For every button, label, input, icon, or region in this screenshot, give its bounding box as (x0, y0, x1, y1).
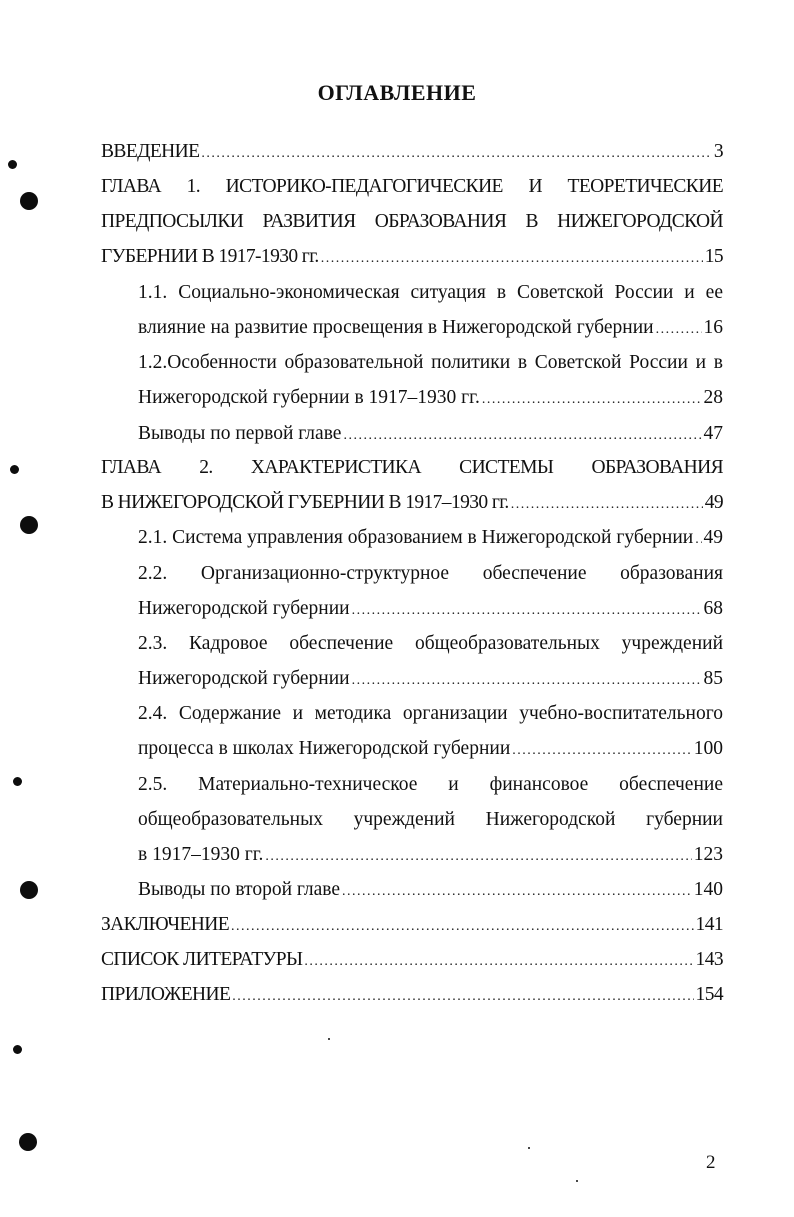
dot-leader (321, 244, 703, 274)
toc-page-number: 28 (703, 387, 723, 408)
scan-speck (328, 1038, 330, 1040)
dot-leader (656, 315, 702, 345)
toc-entry-label: Выводы по второй главе (138, 879, 341, 900)
toc-page-number: 49 (704, 492, 723, 513)
toc-page-number: 154 (695, 984, 723, 1005)
toc-entry-conclusion[interactable] (101, 910, 723, 940)
toc-entry-introduction[interactable] (101, 137, 723, 167)
toc-section-2-5-line-1[interactable]: 2.5. Материально-техническое и финансовое обеспечение (138, 774, 723, 795)
toc-entry-label: В НИЖЕГОРОДСКОЙ ГУБЕРНИИ В 1917–1930 гг. (101, 492, 509, 513)
toc-entry-appendix[interactable] (101, 980, 723, 1010)
punch-hole (20, 192, 38, 210)
dot-leader (201, 139, 711, 169)
dot-leader (352, 666, 702, 696)
page-title: ОГЛАВЛЕНИЕ (317, 80, 477, 105)
toc-section-1-1-line-2[interactable] (138, 313, 723, 343)
toc-section-2-4-line-1[interactable]: 2.4. Содержание и методика организации учебно-воспитательного (138, 703, 723, 724)
dot-leader (342, 877, 692, 907)
toc-page-number: 143 (695, 949, 723, 970)
scan-speck (13, 1045, 22, 1054)
dot-leader (265, 842, 691, 872)
toc-page-number: 49 (703, 527, 723, 548)
scan-speck (528, 1147, 530, 1149)
toc-chapter-1-title-line-1[interactable]: ГЛАВА 1. ИСТОРИКО-ПЕДАГОГИЧЕСКИЕ И ТЕОРЕТИЧЕСКИЕ (101, 176, 723, 197)
toc-page-number: 68 (703, 598, 723, 619)
toc-chapter-1-conclusions[interactable] (138, 419, 723, 449)
toc-section-2-5-line-3[interactable] (138, 840, 723, 870)
toc-entry-label: Нижегородской губернии в 1917–1930 гг. (138, 387, 480, 408)
toc-page-number: 123 (693, 844, 723, 865)
toc-entry-label: ГУБЕРНИИ В 1917-1930 гг. (101, 246, 319, 267)
toc-entry-label: ВВЕДЕНИЕ (101, 141, 200, 162)
toc-chapter-2-title-line-2[interactable] (101, 488, 723, 518)
toc-chapter-1-title-line-2[interactable]: ПРЕДПОСЫЛКИ РАЗВИТИЯ ОБРАЗОВАНИЯ В НИЖЕГОРОДСКОЙ (101, 211, 723, 232)
toc-entry-label: влияние на развитие просвещения в Нижегородской губернии (138, 317, 654, 338)
toc-entry-references[interactable] (101, 945, 723, 975)
toc-page-number: 47 (703, 423, 723, 444)
toc-page-number: 85 (703, 668, 723, 689)
toc-section-2-1[interactable] (138, 523, 723, 553)
dot-leader (232, 982, 693, 1012)
toc-entry-label: в 1917–1930 гг. (138, 844, 264, 865)
toc-entry-label: Нижегородской губернии (138, 598, 350, 619)
toc-chapter-2-conclusions[interactable] (138, 875, 723, 905)
punch-hole (20, 881, 38, 899)
scan-speck (13, 777, 22, 786)
toc-section-2-2-line-2[interactable] (138, 594, 723, 624)
toc-section-1-2-line-1[interactable]: 1.2.Особенности образовательной политики в Советской России и в (138, 352, 723, 373)
toc-entry-label: 2.1. Система управления образованием в Нижегородской губернии (138, 527, 694, 548)
toc-section-2-3-line-2[interactable] (138, 664, 723, 694)
toc-entry-label: СПИСОК ЛИТЕРАТУРЫ (101, 949, 303, 970)
dot-leader (343, 421, 701, 451)
dot-leader (304, 947, 693, 977)
toc-entry-label: ЗАКЛЮЧЕНИЕ (101, 914, 230, 935)
dot-leader (231, 912, 694, 942)
toc-section-2-4-line-2[interactable] (138, 734, 723, 764)
dot-leader (512, 736, 691, 766)
toc-entry-label: ПРИЛОЖЕНИЕ (101, 984, 231, 1005)
toc-entry-label: Нижегородской губернии (138, 668, 350, 689)
toc-page-number: 100 (693, 738, 723, 759)
punch-hole (20, 516, 38, 534)
toc-section-2-2-line-1[interactable]: 2.2. Организационно-структурное обеспечение образования (138, 563, 723, 584)
toc-section-2-3-line-1[interactable]: 2.3. Кадровое обеспечение общеобразовательных учреждений (138, 633, 723, 654)
toc-section-2-5-line-2[interactable]: общеобразовательных учреждений Нижегородской губернии (138, 809, 723, 830)
toc-section-1-2-line-2[interactable] (138, 383, 723, 413)
dot-leader (695, 525, 701, 555)
dot-leader (482, 385, 702, 415)
dot-leader (352, 596, 702, 626)
dot-leader (511, 490, 703, 520)
toc-page-number: 140 (693, 879, 723, 900)
page-number: 2 (706, 1152, 716, 1173)
toc-page-number: 141 (695, 914, 723, 935)
scan-speck (8, 160, 17, 169)
toc-section-1-1-line-1[interactable]: 1.1. Социально-экономическая ситуация в Советской России и ее (138, 282, 723, 303)
scan-speck (10, 465, 19, 474)
toc-entry-label: процесса в школах Нижегородской губернии (138, 738, 511, 759)
punch-hole (19, 1133, 37, 1151)
toc-page-number: 16 (703, 317, 723, 338)
toc-page-number: 3 (713, 141, 723, 162)
toc-chapter-1-title-line-3[interactable] (101, 242, 723, 272)
toc-page-number: 15 (704, 246, 723, 267)
toc-chapter-2-title-line-1[interactable]: ГЛАВА 2. ХАРАКТЕРИСТИКА СИСТЕМЫ ОБРАЗОВАНИЯ (101, 457, 723, 478)
toc-entry-label: Выводы по первой главе (138, 423, 342, 444)
scan-speck (576, 1180, 578, 1182)
